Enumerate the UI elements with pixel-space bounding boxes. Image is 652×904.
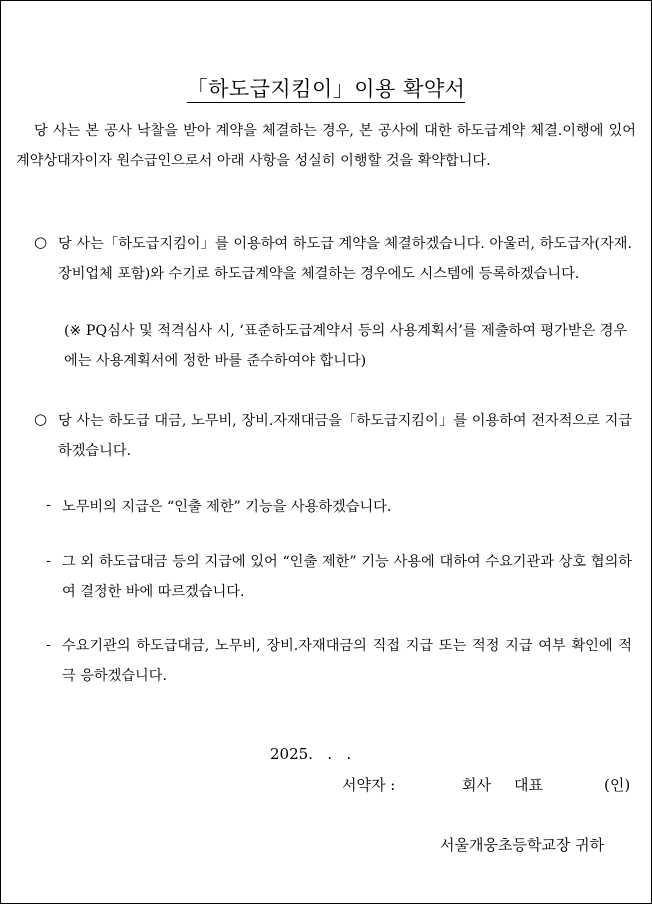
dash-bullet-icon: -	[46, 637, 51, 653]
signer-label: 서약자 :	[342, 776, 396, 794]
item-1-text: 당 사는「하도급지킴이」를 이용하여 하도급 계약을 체결하겠습니다. 아울러, 하도급자(자재.장비업체 포함)와 수기로 하도급계약을 체결하는 경우에도 시스템에 등록하겠습니다.	[58, 236, 632, 282]
subitem-2-text: 그 외 하도급대금 등의 지급에 있어 “인출 제한” 기능 사용에 대하여 수요기관과 상호 협의하여 결정한 바에 따르겠습니다.	[62, 554, 632, 600]
signer-company: 회사	[462, 776, 491, 794]
dash-bullet-icon: -	[46, 497, 51, 513]
subitem-3-text: 수요기관의 하도급대금, 노무비, 장비.자재대금의 직접 지급 또는 적정 지급 여부 확인에 적극 응하겠습니다.	[62, 638, 632, 684]
addressee: 서울개웅초등학교장 귀하	[440, 836, 605, 854]
circle-bullet-icon: ○	[34, 410, 48, 428]
intro-paragraph: 당 사는 본 공사 낙찰을 받아 계약을 체결하는 경우, 본 공사에 대한 하도급계약 체결.이행에 있어 계약상대자이자 원수급인으로서 아래 사항을 성실히 이행할 것을 확약합니다.	[16, 123, 636, 169]
dash-bullet-icon: -	[46, 553, 51, 569]
subitem-1-text: 노무비의 지급은 “인출 제한” 기능을 사용하겠습니다.	[62, 499, 392, 515]
circle-bullet-icon: ○	[34, 233, 48, 251]
item-1-note: (※ PQ심사 및 적격심사 시, ‘표준하도급계약서 등의 사용계획서’를 제출하여 평가받은 경우에는 사용계획서에 정한 바를 준수하여야 합니다)	[64, 323, 628, 369]
seal-mark: (인)	[604, 776, 631, 794]
document-title: 「하도급지킴이」이용 확약서	[186, 77, 466, 101]
signer-rep: 대표	[514, 776, 543, 794]
item-2-text: 당 사는 하도급 대금, 노무비, 장비.자재대금을「하도급지킴이」를 이용하여 전자적으로 지급하겠습니다.	[58, 413, 632, 459]
date-line: 2025. . .	[270, 745, 352, 763]
